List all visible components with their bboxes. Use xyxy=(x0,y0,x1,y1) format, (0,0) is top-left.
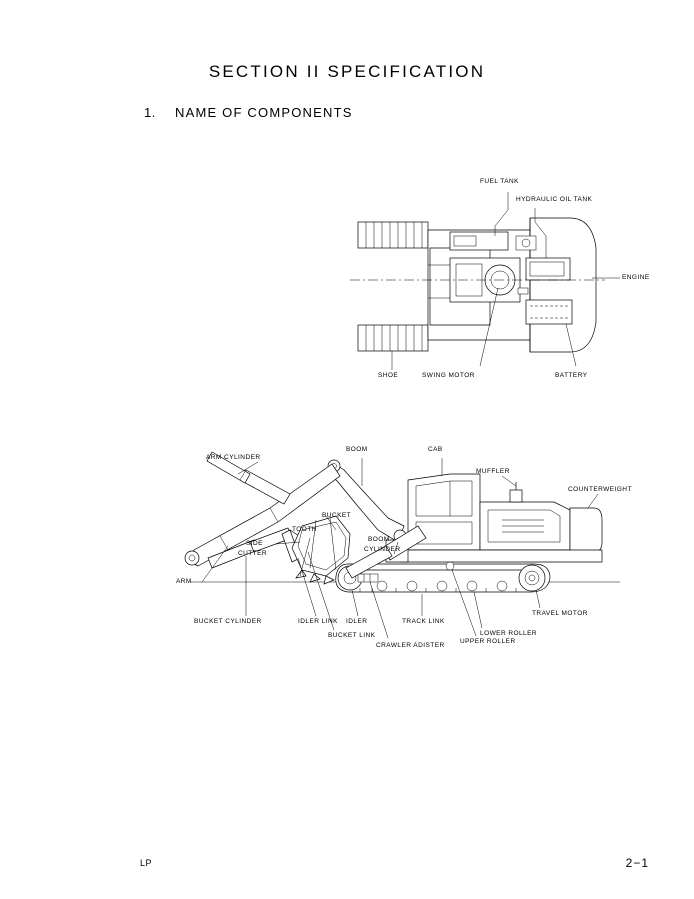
callout-fuel-tank: FUEL TANK xyxy=(480,178,519,185)
item-number: 1. xyxy=(144,105,156,120)
excavator-side-drawing xyxy=(150,430,680,690)
callout-counterweight: COUNTERWEIGHT xyxy=(568,486,632,493)
callout-arm: ARM xyxy=(176,578,192,585)
callout-boom: BOOM xyxy=(346,446,368,453)
callout-track-link: TRACK LINK xyxy=(402,618,445,625)
callout-shoe: SHOE xyxy=(378,372,399,379)
callout-boom-cylinder-line1: BOOM xyxy=(368,536,390,543)
upper-structure-drawing xyxy=(330,170,670,400)
callout-arm-cylinder: ARM CYLINDER xyxy=(206,454,261,461)
callout-side-cutter-line1: SIDE xyxy=(246,540,263,547)
callout-idler-link: IDLER LINK xyxy=(298,618,338,625)
callout-engine: ENGINE xyxy=(622,274,650,281)
page-number: 2−1 xyxy=(625,856,649,870)
callout-swing-motor: SWING MOTOR xyxy=(422,372,475,379)
callout-bucket-link: BUCKET LINK xyxy=(328,632,376,639)
page-title: SECTION II SPECIFICATION xyxy=(208,62,486,81)
callout-upper-roller: UPPER ROLLER xyxy=(460,638,516,645)
callout-bucket-cylinder: BUCKET CYLINDER xyxy=(194,618,262,625)
callout-tooth: TOOTH xyxy=(292,526,317,533)
callout-battery: BATTERY xyxy=(555,372,588,379)
callout-side-cutter-line2: CUTTER xyxy=(238,550,268,557)
callout-lower-roller: LOWER ROLLER xyxy=(480,630,538,637)
callout-bucket: BUCKET xyxy=(322,512,352,519)
item-heading: NAME OF COMPONENTS xyxy=(175,105,353,120)
footer-left-code: LP xyxy=(140,858,153,868)
callout-boom-cylinder-line2: CYLINDER xyxy=(364,546,401,553)
figure-upper-structure xyxy=(330,170,670,400)
callout-travel-motor: TRAVEL MOTOR xyxy=(532,610,588,617)
callout-idler: IDLER xyxy=(346,618,368,625)
callout-hydraulic-oil-tank: HYDRAULIC OIL TANK xyxy=(516,196,593,203)
figure-excavator-side xyxy=(150,430,680,690)
callout-cab: CAB xyxy=(428,446,443,453)
callout-muffler: MUFFLER xyxy=(476,468,510,475)
callout-crawler-adister: CRAWLER ADISTER xyxy=(376,642,445,649)
